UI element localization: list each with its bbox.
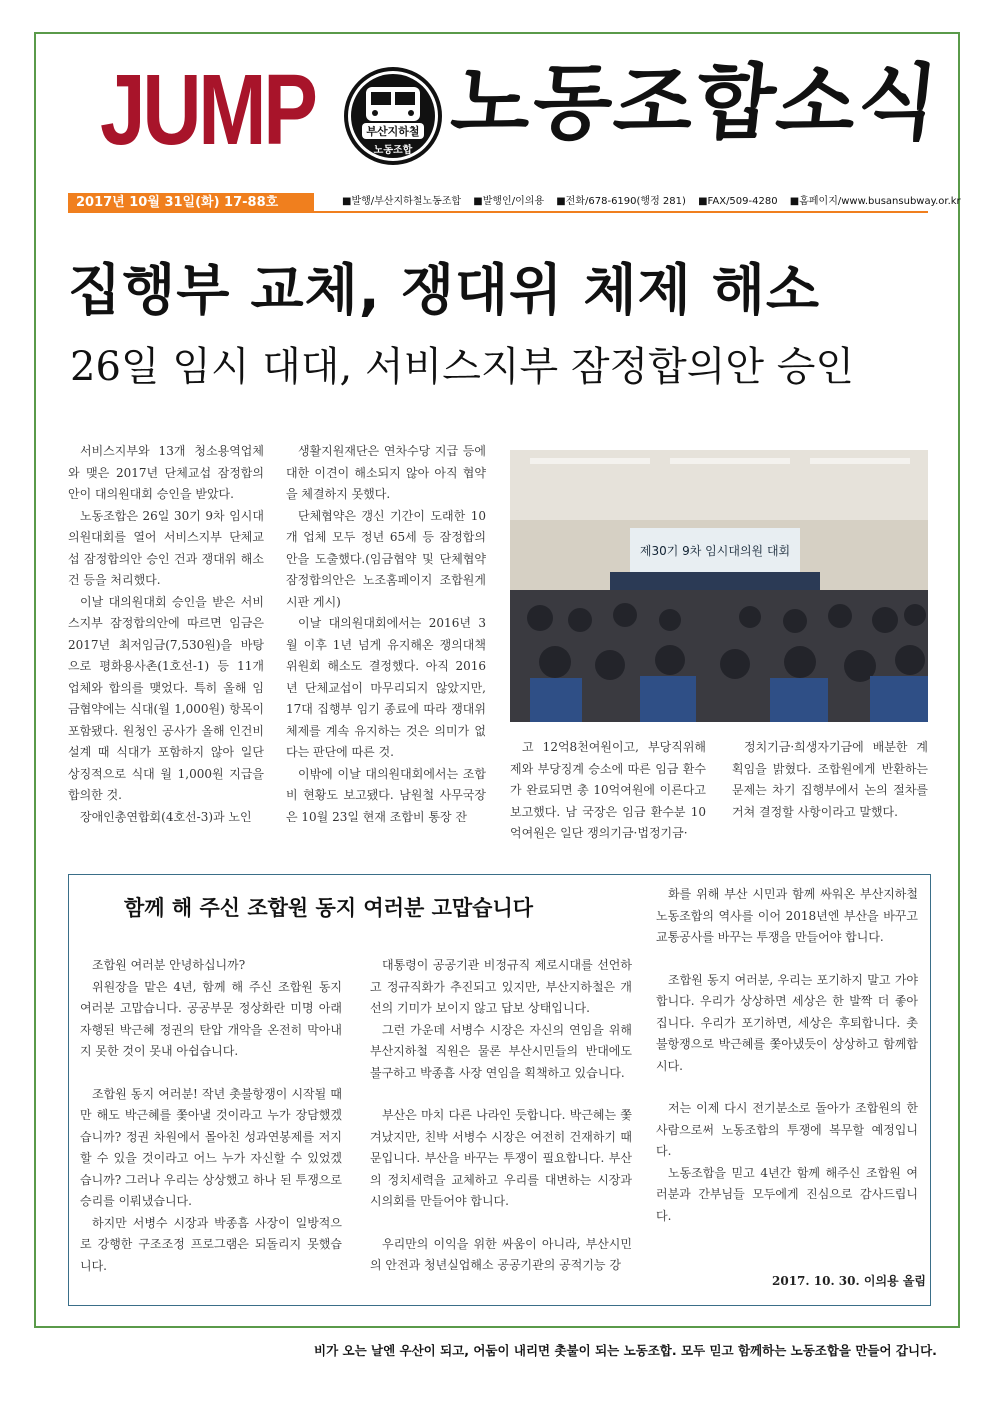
letter-paragraph: 조합원 여러분 안녕하십니까? [92,958,246,972]
article-column-4 [732,737,928,823]
letter-title: 함께 해 주신 조합원 동지 여러분 고맙습니다 [124,896,534,920]
letter-paragraph: 저는 이제 다시 전기분소로 돌아가 조합원의 한 사람으로써 노동조합의 투쟁에 복무할 예정입니다. [656,1101,918,1158]
letter-paragraph: 노동조합을 믿고 4년간 함께 해주신 조합원 여러분과 간부님들 모두에게 진심으로 감사드립니다. [656,1165,918,1223]
meeting-photo [510,450,928,722]
jump-logo: JUMP [100,54,315,166]
subheadline: 26일 임시 대대, 서비스지부 잠정합의안 승인 [70,344,855,390]
phone-info: ■전화/678-6190(행정 281) [556,196,686,207]
letter-paragraph: 조합원 동지 여러분, 우리는 포기하지 말고 가야합니다. 우리가 상상하면 세상은 한 발짝 더 좋아집니다. 우리가 포기하면, 세상은 후퇴합니다. 촛불항쟁으로 박근혜를 쫓아냈듯이 상상하고 함께합시다. [656,972,918,1073]
newsletter-brand-title: 노동조합소식 [446,55,945,151]
article-paragraph: 생활지원재단은 연차수당 지급 등에 대한 이견이 해소되지 않아 아직 협약을 체결하지 못했다. [286,444,486,501]
issue-info-bar [314,193,961,213]
letter-paragraph: 하지만 서병수 시장과 박종흠 사장이 일방적으로 강행한 구조조정 프로그램은 되돌리지 못했습니다. [80,1215,342,1273]
article-paragraph: 이날 대의원대회에서는 2016년 3월 이후 1년 넘게 유지해온 쟁의대책위원회 해소도 결정했다. 아직 2016년 단체교섭이 마무리되지 않았지만, 17대 집행부 임기 종료에 따라 쟁대위 체제를 계속 유지하는 것은 의미가 없다는 판단에 따른 것. [286,616,486,759]
letter-column-3 [656,884,918,1227]
svg-text:노동조합: 노동조합 [373,145,413,156]
article-paragraph: 고 12억8천여원이고, 부당직위해제와 부당징계 승소에 따른 임금 환수가 완료되면 총 10억여원에 이른다고 보고했다. 남 국장은 임금 환수분 10억여원은 일단 쟁의기금·법정기금· [510,740,706,840]
footer-slogan: 비가 오는 날엔 우산이 되고, 어둠이 내리면 촛불이 되는 노동조합. 모두 믿고 함께하는 노동조합을 만들어 갑니다. [314,1343,937,1358]
letter-column-2 [370,955,632,1277]
article-paragraph: 이밖에 이날 대의원대회에서는 조합비 현황도 보고됐다. 남원철 사무국장은 10월 23일 현재 조합비 통장 잔 [286,766,486,824]
letter-paragraph: 우리만의 이익을 위한 싸움이 아니라, 부산시민의 안전과 청년실업해소 공공기관의 공적기능 강 [370,1236,632,1272]
letter-paragraph: 화를 위해 부산 시민과 함께 싸워온 부산지하철노동조합의 역사를 이어 2018년엔 부산을 바꾸고 교통공사를 바꾸는 투쟁을 만들어야 합니다. [656,887,918,944]
fax-info: ■FAX/509-4280 [698,196,778,207]
article-column-2 [286,441,486,828]
article-column-3 [510,737,706,845]
photo-banner-text: 제30기 9차 임시대의원 대회 [639,544,791,558]
article-paragraph: 정치기금·희생자기금에 배분한 계획임을 밝혔다. 조합원에게 반환하는 문제는 차기 집행부에서 논의 절차를 거쳐 결정할 사항이라고 말했다. [732,740,928,819]
editor-info: ■발행인/이의용 [473,196,545,207]
letter-paragraph: 위원장을 맡은 4년, 함께 해 주신 조합원 동지 여러분 고맙습니다. 공공부문 정상화란 미명 아래 자행된 박근혜 정권의 탄압 개악을 온전히 막아내지 못한 것이 못내 아쉽습니다. [80,979,342,1058]
svg-text:부산지하철: 부산지하철 [366,125,420,138]
letter-paragraph: 부산은 마치 다른 나라인 듯합니다. 박근혜는 쫓겨났지만, 친박 서병수 시장은 여전히 건재하기 때문입니다. 부산을 바꾸는 투쟁이 필요합니다. 부산의 정치세력을 교체하고 우리를 대변하는 시장과 시의회를 만들어야 합니다. [370,1108,632,1208]
union-seal-logo [342,65,444,167]
article-column-1 [68,441,264,828]
letter-signature: 2017. 10. 30. 이의용 올림 [772,1274,927,1288]
letter-paragraph: 대통령이 공공기관 비정규직 제로시대를 선언하고 정규직화가 추진되고 있지만, 부산지하철은 개선의 기미가 보이지 않고 답보 상태입니다. [370,958,632,1015]
letter-paragraph: 조합원 동지 여러분! 작년 촛불항쟁이 시작될 때만 해도 박근혜를 쫓아낼 것이라고 누가 장담했겠습니까? 정권 차원에서 몰아친 성과연봉제를 저지할 수 있을 것이라고 어느 누가 자신할 수 있었겠습니까? 그러나 우리는 상상했고 하나 된 투쟁으로 승리를 이뤄냈습니다. [80,1086,342,1208]
article-paragraph: 서비스지부와 13개 청소용역업체와 맺은 2017년 단체교섭 잠정합의안이 대의원대회 승인을 받았다. [68,444,264,501]
issue-date: 2017년 10월 31일(화) 17-88호 [68,193,314,213]
article-paragraph: 장애인총연합회(4호선-3)과 노인 [80,809,252,824]
letter-paragraph: 그런 가운데 서병수 시장은 자신의 연임을 위해 부산지하철 직원은 물론 부산시민들의 반대에도 불구하고 박종흠 사장 연임을 획책하고 있습니다. [370,1022,632,1080]
headline: 집행부 교체, 쟁대위 체제 해소 [68,258,821,322]
article-paragraph: 단체협약은 갱신 기간이 도래한 10개 업체 모두 정년 65세 등 잠정합의안을 도출했다.(임금협약 및 단체협약 잠정합의안은 노조홈페이지 조합원게시판 게시) [286,508,486,609]
publisher-info: ■발행/부산지하철노동조합 [342,196,462,207]
letter-column-1 [80,955,342,1277]
homepage-info: ■홈페이지/www.busansubway.or.kr [789,196,961,207]
article-paragraph: 이날 대의원대회 승인을 받은 서비스지부 잠정합의안에 따르면 임금은 2017년 최저임금(7,530원)을 바탕으로 평화용사촌(1호선-1) 등 11개 업체와 합의를 맺었다. 특히 올해 임금협약에는 식대(월 1,000원) 항목이 포함됐다. 원청인 공사가 올해 인건비 설계 때 식대가 포함하지 않아 일단 상징적으로 식대 월 1,000원 지급을 합의한 것. [68,594,264,802]
article-paragraph: 노동조합은 26일 30기 9차 임시대의원대회를 열어 서비스지부 단체교섭 잠정합의안 승인 건과 쟁대위 해소 건 등을 처리했다. [68,508,264,587]
